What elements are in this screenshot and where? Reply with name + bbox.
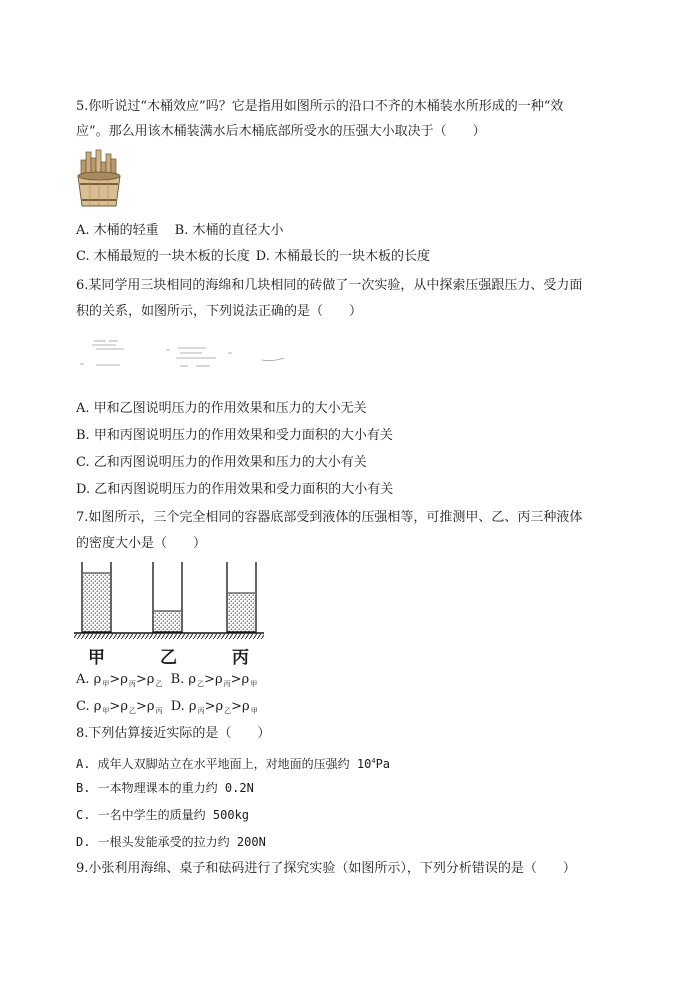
q6-stem-line1: 6.某同学用三块相同的海绵和几块相同的砖做了一次实验，从中探索压强跟压力、受力面 (76, 278, 583, 293)
q5-option-d[interactable]: D. 木桶最长的一块木板的长度 (255, 249, 430, 264)
q5-option-c[interactable]: C. 木桶最短的一块木板的长度 (76, 249, 250, 264)
q5-options-cd (76, 248, 430, 266)
container-jia-liquid (83, 573, 110, 632)
q7-stem-line1: 7.如图所示，三个完全相同的容器底部受到液体的压强相等，可推测甲、乙、丙三种液体 (76, 510, 583, 525)
q7-option-a[interactable]: A. $\rho_甲>\rho_丙>\rho_乙$ (76, 672, 163, 688)
q9-stem: 9.小张利用海绵、桌子和砝码进行了探究实验（如图所示），下列分析错误的是（ ） (76, 861, 576, 876)
q5-option-b[interactable]: B. 木桶的直径大小 (174, 223, 284, 238)
container-label-bing: 丙 (232, 648, 249, 668)
q8-option-d[interactable]: D. 一根头发能承受的拉力约 200N (76, 835, 266, 849)
q6-stem-line2: 积的关系，如图所示，下列说法正确的是（ ） (76, 304, 363, 319)
container-label-jia: 甲 (88, 648, 105, 668)
q7-option-d[interactable]: D. $\rho_丙>\rho_乙>\rho_甲$ (170, 699, 258, 715)
q7-option-b[interactable]: B. $\rho_乙>\rho_丙>\rho_甲$ (170, 672, 258, 688)
container-label-yi: 乙 (160, 648, 177, 668)
q5-options-ab (76, 222, 283, 240)
q6-option-b[interactable]: B. 甲和丙图说明压力的作用效果和受力面积的大小有关 (76, 428, 393, 443)
q5-stem-line2: 应”。那么用该木桶装满水后木桶底部所受水的压强大小取决于（ ） (76, 124, 486, 139)
q7-options-cd (76, 698, 258, 720)
q8-stem: 8.下列估算接近实际的是（ ） (76, 726, 271, 741)
q7-stem-line2: 的密度大小是（ ） (76, 536, 207, 551)
q6-option-d[interactable]: D. 乙和丙图说明压力的作用效果和受力面积的大小有关 (76, 482, 394, 497)
wooden-bucket-figure (76, 150, 122, 208)
q8-option-c[interactable]: C. 一名中学生的质量约 500kg (76, 808, 250, 822)
q5-option-a[interactable]: A. 木桶的轻重 (76, 223, 159, 238)
q7-options-ab (76, 671, 257, 693)
q6-option-c[interactable]: C. 乙和丙图说明压力的作用效果和压力的大小有关 (76, 455, 367, 470)
q8-option-b[interactable]: B. 一本物理课本的重力约 0.2N (76, 781, 254, 795)
container-yi-liquid (154, 611, 181, 632)
q8-option-a[interactable]: A. 成年人双脚站立在水平地面上，对地面的压强约 $10^4Pa$ (76, 757, 391, 771)
q5-stem-line1: 5.你听说过“木桶效应”吗？它是指用如图所示的沿口不齐的木桶装水所形成的一种“效 (76, 99, 564, 114)
q6-option-a[interactable]: A. 甲和乙图说明压力的作用效果和压力的大小无关 (76, 401, 367, 416)
container-bing-liquid (228, 593, 255, 632)
q7-option-c[interactable]: C. $\rho_甲>\rho_乙>\rho_丙$ (76, 699, 163, 715)
sponge-brick-figure (76, 336, 286, 370)
